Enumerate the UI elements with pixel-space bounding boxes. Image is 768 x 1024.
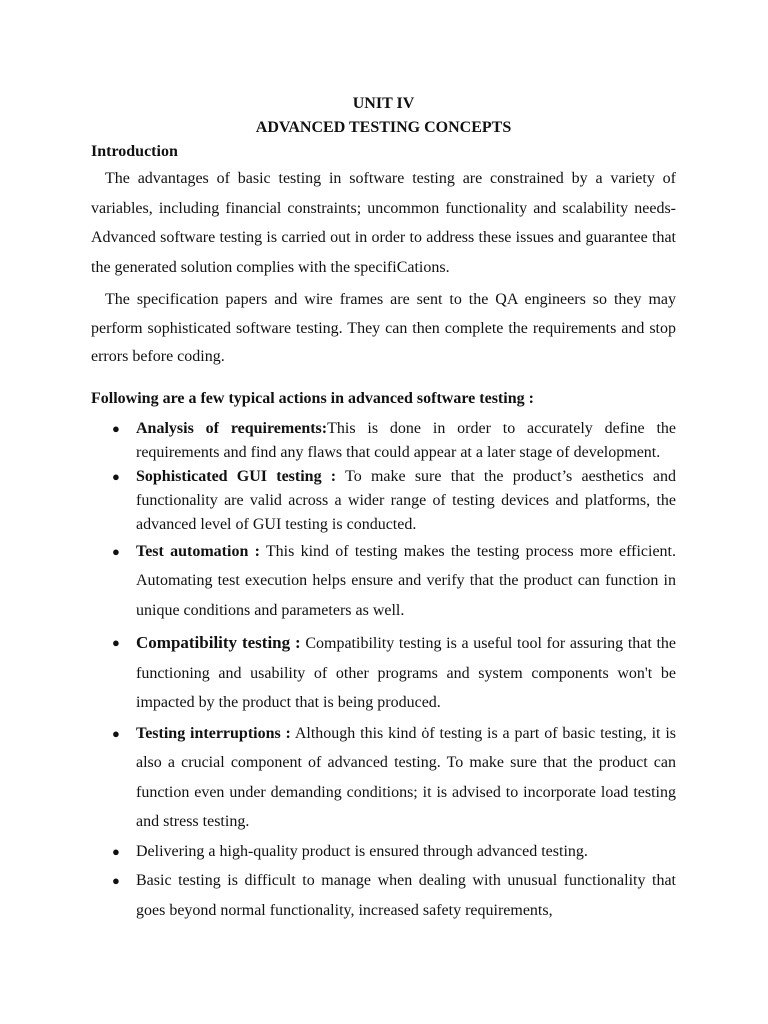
chapter-title: ADVANCED TESTING CONCEPTS [255,119,512,136]
list-item [91,537,676,626]
bullet-icon: ● [112,635,120,650]
item-text: Although this kind ȯf testing is a part of basic testing, it is also a crucial component of advanced testing. To make sure that the product can function even under demanding conditions; it is advised to incorporate load testing and stress testing. [136,724,677,830]
list-item [91,866,676,925]
bullet-icon: ● [112,843,120,859]
item-text: This is done in order to accurately define the requirements and find any flaws that could appear at a later stage of development. [136,419,677,461]
list-item [91,417,676,465]
item-text: To make sure that the product’s aesthetics and functionality are valid across a wider range of testing devices and platforms, the advanced level of GUI testing is conducted. [136,467,677,533]
bullet-icon: ● [112,468,120,484]
introduction-heading: Introduction [91,143,178,160]
actions-heading: Following are a few typical actions in advanced software testing : [91,389,534,407]
item-text: Basic testing is difficult to manage when dealing with unusual functionality that goes beyond normal functionality, increased safety requirements, [136,872,676,919]
item-text: Compatibility testing is a useful tool for assuring that the functioning and usability of other programs and system components won't be impacted by the product that is being produced. [136,635,677,711]
list-item [91,719,676,837]
list-item [91,465,676,537]
item-term: Analysis of requirements: [136,419,328,437]
bullet-icon: ● [112,873,120,888]
intro-paragraph-1: The advantages of basic testing in software testing are constrained by a variety of variables, including financial constraints; uncommon functionality and scalability needs- Advanced software testing is carried out in order to address these issues and guarantee that the generated solution complies with the specifiCations. [91,170,676,276]
item-term: Compatibility testing : [136,633,301,652]
item-text: Delivering a high-quality product is ensured through advanced testing. [136,842,588,860]
item-term: Testing interruptions : [136,724,291,742]
document-page [91,92,676,925]
list-item [91,837,676,867]
unit-heading: UNIT IV [352,95,415,112]
bullet-icon: ● [112,420,120,436]
item-term: Test automation : [136,542,260,560]
list-item [91,628,676,718]
bullet-icon: ● [112,725,120,741]
bullet-icon: ● [112,543,120,559]
item-text: This kind of testing makes the testing process more efficient. Automating test execution helps ensure and verify that the product can function in unique conditions and parameters as well. [136,542,676,619]
actions-list [91,417,676,926]
item-term: Sophisticated GUI testing : [136,467,337,485]
intro-paragraph-2: The specification papers and wire frames are sent to the QA engineers so they may perform sophisticated software testing. They can then complete the requirements and stop errors before coding. [91,291,676,365]
